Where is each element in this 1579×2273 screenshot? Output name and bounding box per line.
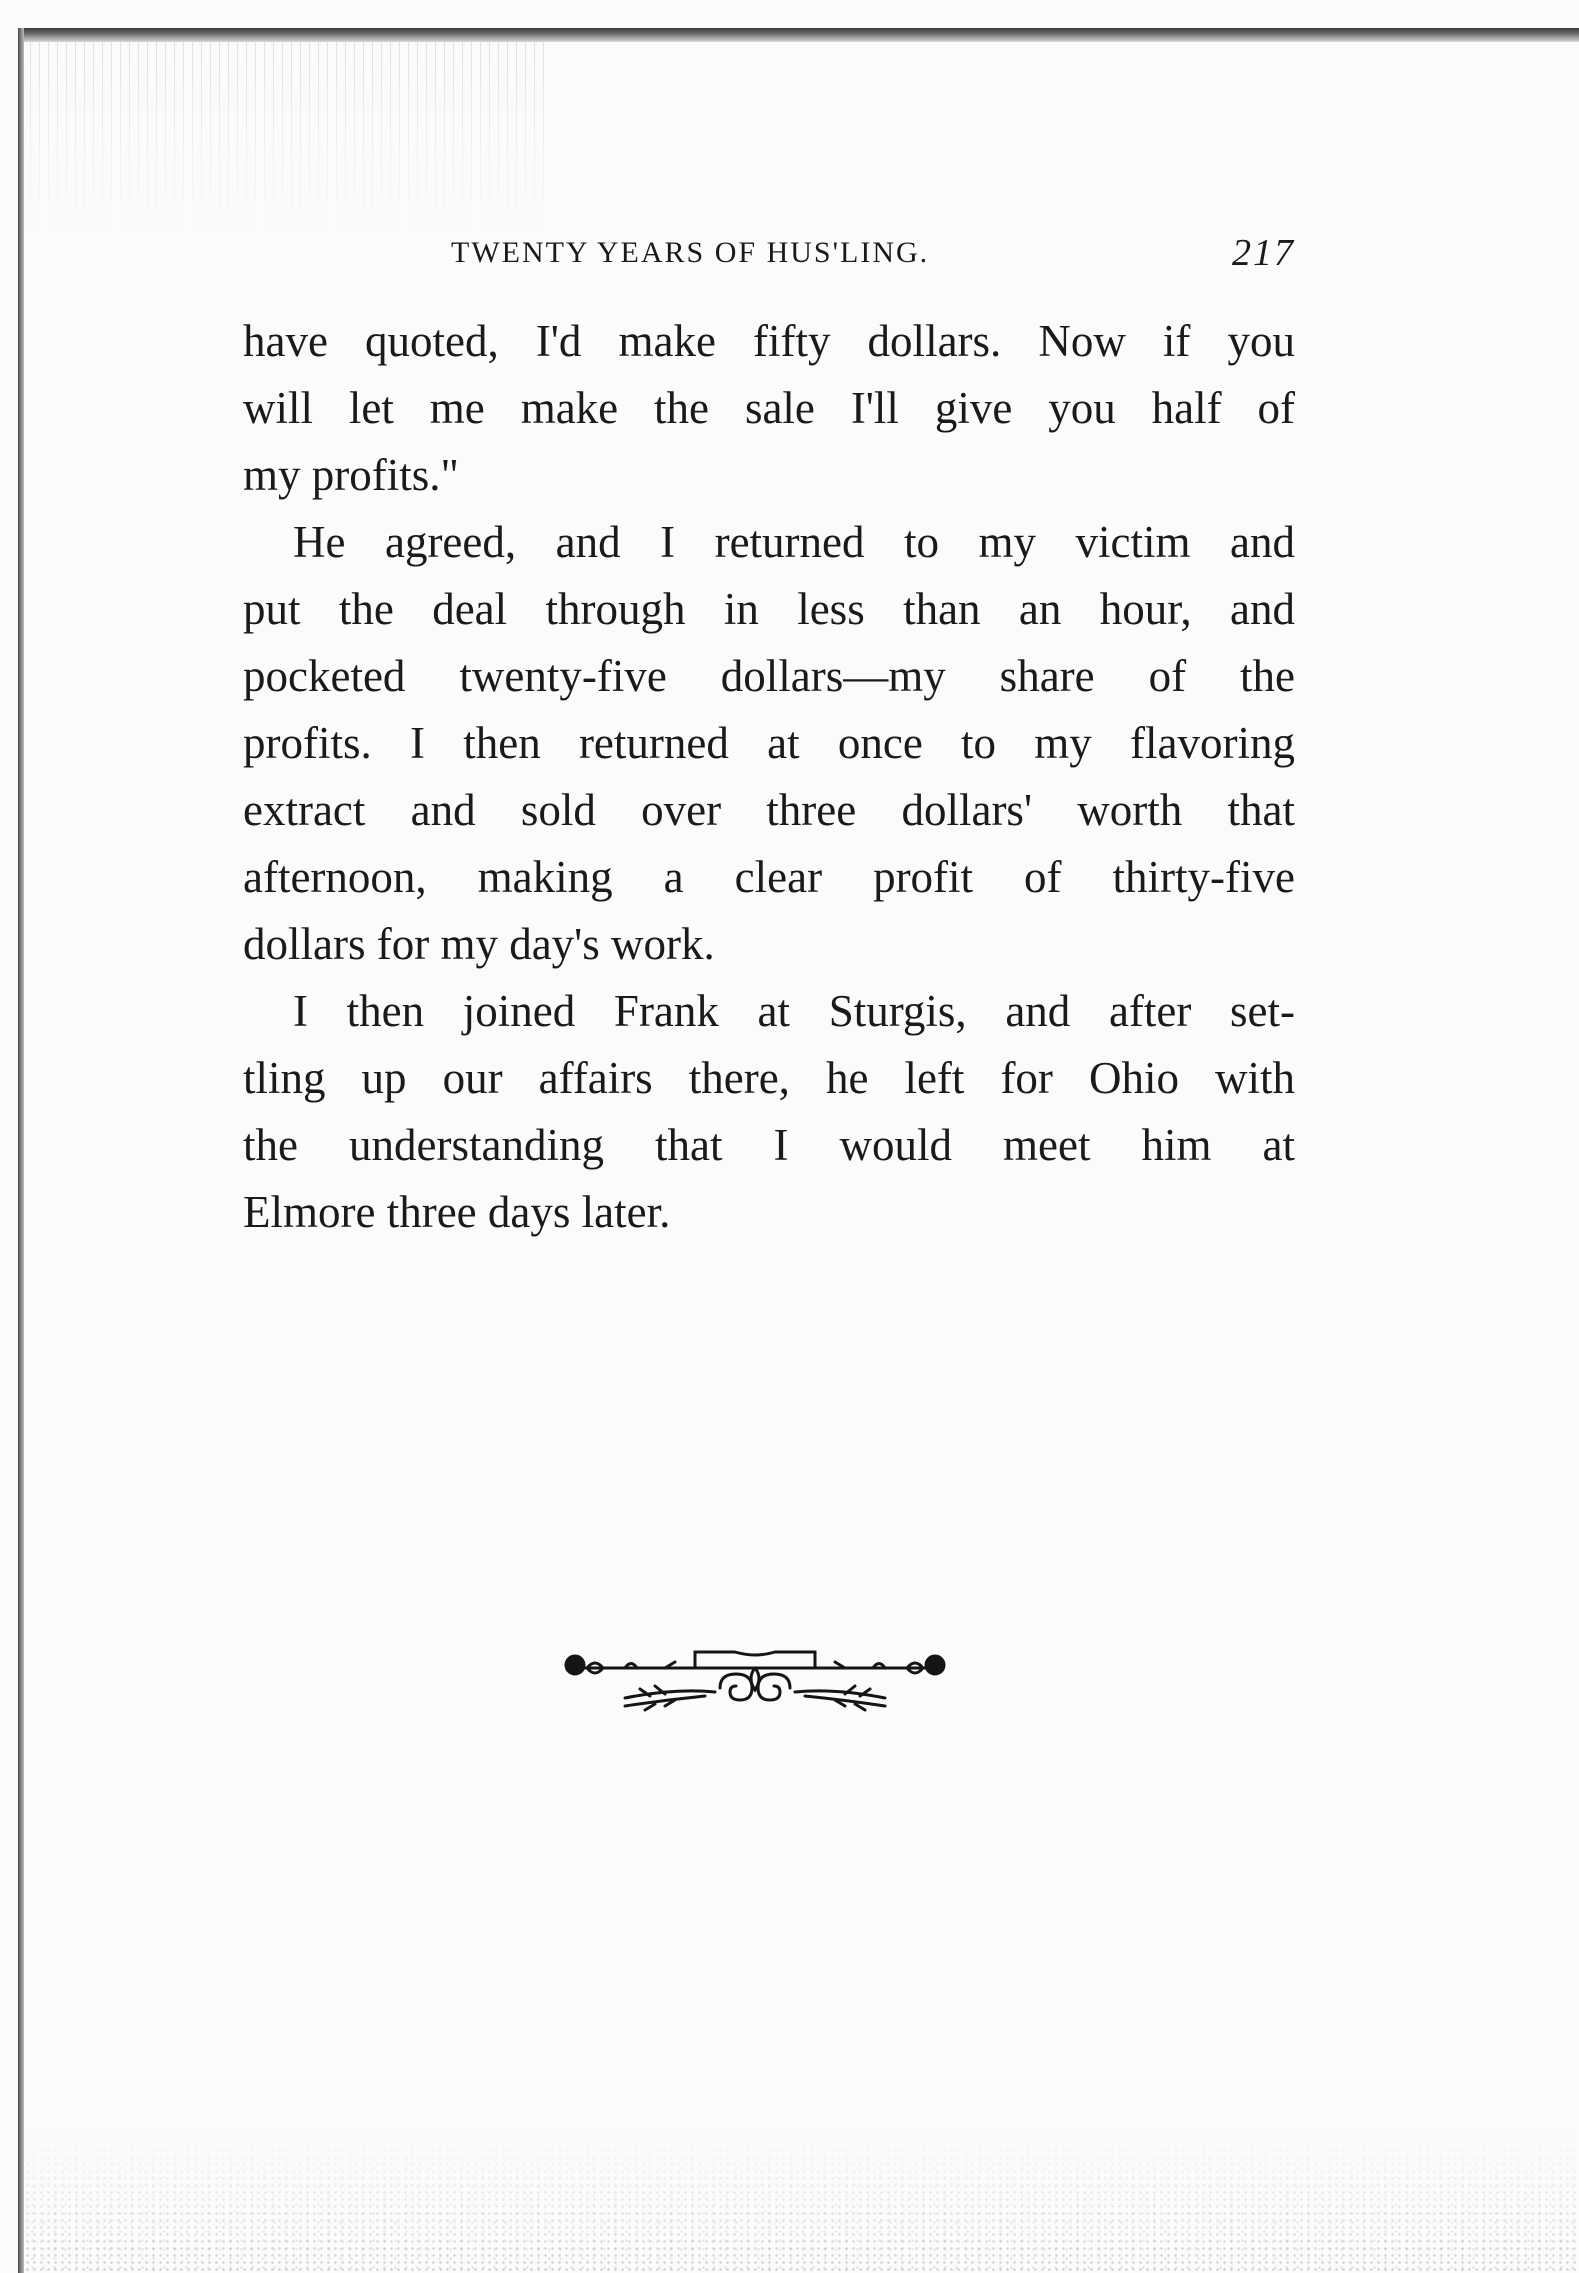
running-title: TWENTY YEARS OF HUS'LING. [451, 236, 930, 269]
tailpiece-scroll-ornament-icon [555, 1630, 955, 1720]
running-head [243, 228, 1295, 278]
scan-top-border [18, 28, 1579, 42]
body-text [243, 308, 1295, 1246]
text-line: dollars for my day's work. [243, 919, 715, 969]
text-line: profits. I then returned at once to my flavoring [243, 718, 1295, 768]
text-line: put the deal through in less than an hour, and [243, 584, 1295, 634]
scan-noise [24, 2133, 1579, 2273]
paragraph [243, 308, 1295, 509]
scan-left-border [18, 28, 24, 2273]
text-line: my profits." [243, 450, 459, 500]
paragraph [243, 509, 1295, 978]
page-number: 217 [1232, 232, 1295, 274]
scan-streaks [30, 42, 550, 232]
text-line: the understanding that I would meet him at [243, 1120, 1295, 1170]
text-line: pocketed twenty-five dollars—my share of the [243, 651, 1295, 701]
text-line: extract and sold over three dollars' worth that [243, 785, 1295, 835]
text-line: I then joined Frank at Sturgis, and after set- [293, 986, 1295, 1036]
text-line: tling up our affairs there, he left for Ohio with [243, 1053, 1295, 1103]
text-line: will let me make the sale I'll give you half of [243, 383, 1295, 433]
text-line: Elmore three days later. [243, 1187, 671, 1237]
text-line: have quoted, I'd make fifty dollars. Now if you [243, 316, 1295, 366]
paragraph [243, 978, 1295, 1246]
text-line: afternoon, making a clear profit of thirty-five [243, 852, 1295, 902]
text-line: He agreed, and I returned to my victim and [293, 517, 1295, 567]
